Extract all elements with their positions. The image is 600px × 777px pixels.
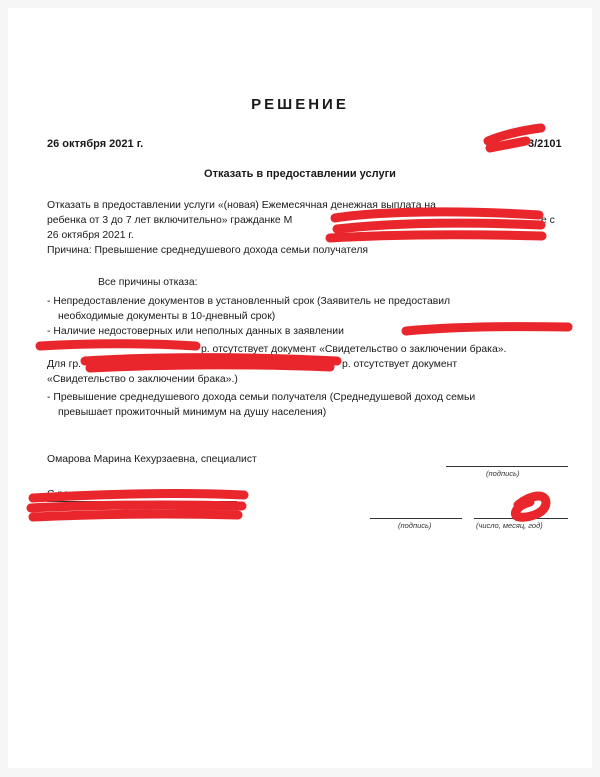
redaction-reason2-a (40, 327, 568, 346)
reason2-line1: - Наличие недостоверных или неполных данных в заявлении (47, 326, 344, 337)
reason2-line3-end: р. отсутствует документ (342, 359, 458, 370)
document-subtitle: Отказать в предоставлении услуги (204, 168, 396, 180)
redaction-reason2-b (85, 358, 337, 368)
reasons-header: Все причины отказа: (98, 277, 198, 288)
intro-line-3: 26 октября 2021 г. (47, 230, 134, 241)
document-date: 26 октября 2021 г. (47, 138, 144, 150)
intro-line-2: ребенка от 3 до 7 лет включительно» гражданке М (47, 215, 293, 226)
redaction-number (488, 128, 541, 148)
reason3-line1: - Превышение среднедушевого дохода семьи получателя (Среднедушевой доход семьи (47, 392, 476, 403)
reason2-line4: «Свидетельство о заключении брака».) (47, 374, 238, 385)
redaction-date (515, 496, 546, 517)
redaction-acquainted (31, 494, 244, 517)
signature-caption-2: (подпись) (398, 521, 432, 530)
reason1-line2: необходимые документы в 10-дневный срок) (58, 311, 276, 322)
redaction-name (330, 212, 542, 238)
reason2-line2: р. отсутствует документ «Свидетельство о заключении брака». (201, 344, 507, 355)
reason1-line1: - Непредоставление документов в установленный срок (Заявитель не предоставил (47, 296, 451, 307)
signature-caption: (подпись) (486, 469, 520, 478)
specialist-name: Омарова Марина Кехурзаевна, специалист (47, 454, 257, 465)
document-title: РЕШЕНИЕ (251, 96, 349, 113)
acquainted-label: С решением ознакомлена: (47, 489, 177, 500)
reason2-line3: Для гр. (47, 359, 82, 370)
reason3-line2: превышает прожиточный минимум на душу населения) (58, 407, 327, 418)
date-caption: (число, месяц, год) (476, 521, 543, 530)
reason-line: Причина: Превышение среднедушевого дохода семьи получателя (47, 245, 369, 256)
intro-line-1: Отказать в предоставлении услуги «(новая) Ежемесячная денежная выплата на (47, 200, 436, 211)
intro-line-2-end: е с (541, 215, 555, 226)
document-number: 3/2101 (528, 138, 562, 150)
